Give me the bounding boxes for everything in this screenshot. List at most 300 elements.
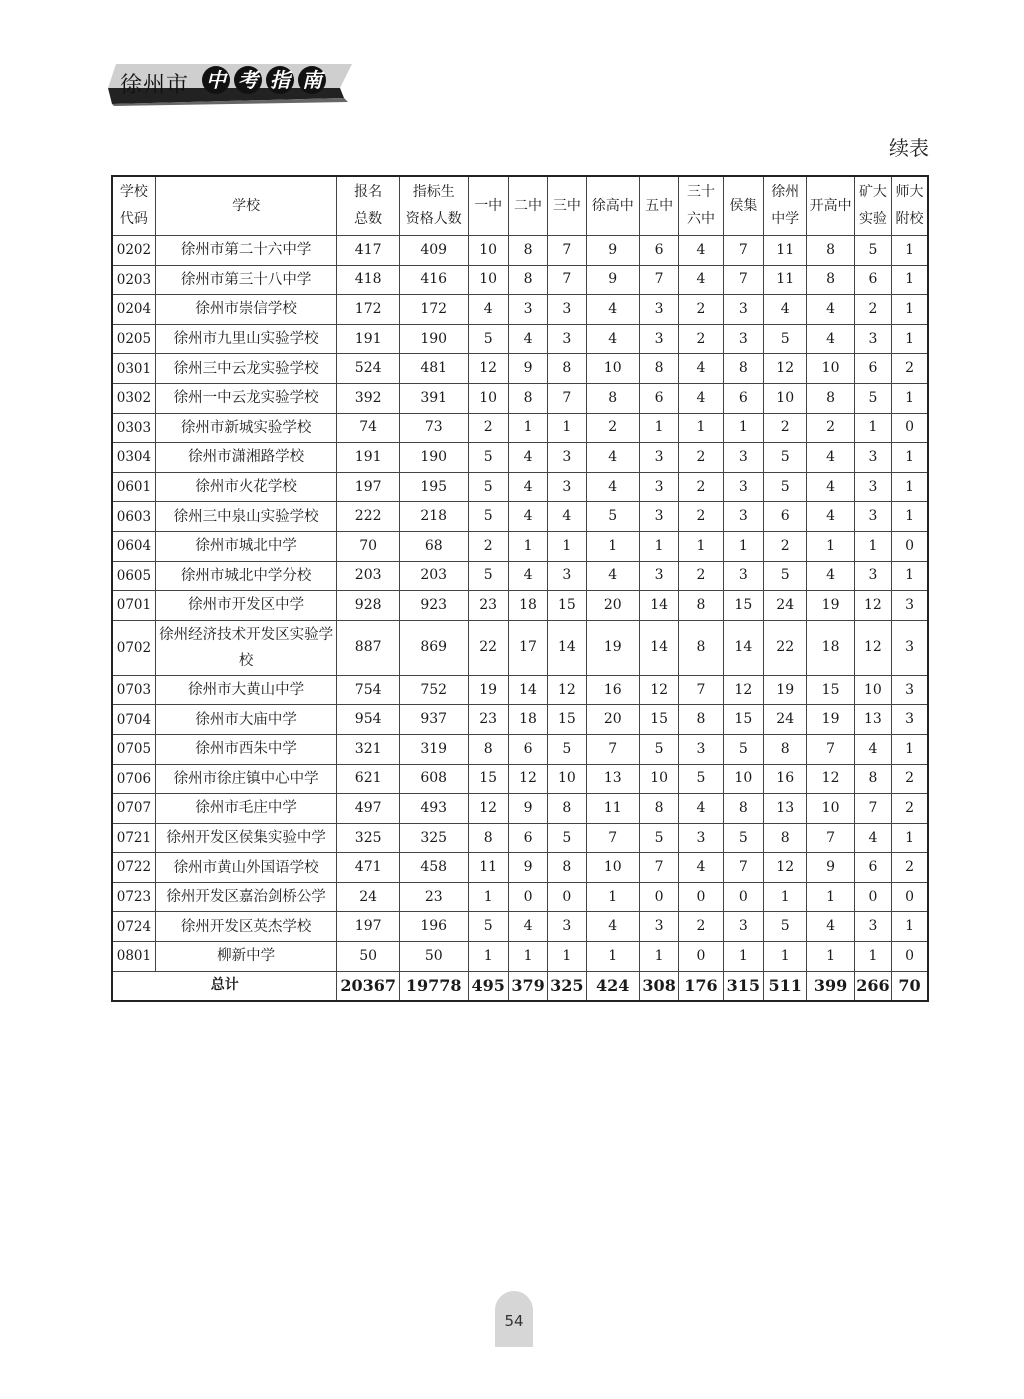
- value-cell: 1: [892, 472, 928, 502]
- value-cell: 928: [337, 591, 400, 621]
- school-name-cell: 徐州市毛庄中学: [155, 794, 337, 824]
- value-cell: 4: [679, 265, 723, 295]
- value-cell: 1: [723, 942, 763, 972]
- value-cell: 4: [807, 561, 854, 591]
- value-cell: 8: [764, 823, 807, 853]
- value-cell: 7: [548, 236, 586, 266]
- value-cell: 458: [399, 853, 468, 883]
- value-cell: 3: [639, 502, 678, 532]
- value-cell: 8: [639, 354, 678, 384]
- value-cell: 12: [548, 675, 586, 705]
- value-cell: 3: [548, 295, 586, 325]
- value-cell: 5: [764, 472, 807, 502]
- table-row: [112, 295, 928, 325]
- school-code-cell: 0203: [112, 265, 155, 295]
- value-cell: 1: [854, 413, 891, 443]
- column-header: [155, 176, 337, 236]
- value-cell: 325: [399, 823, 468, 853]
- school-code-cell: 0302: [112, 383, 155, 413]
- value-cell: 1: [892, 295, 928, 325]
- value-cell: 12: [468, 354, 508, 384]
- value-cell: 1: [468, 882, 508, 912]
- value-cell: 1: [892, 734, 928, 764]
- value-cell: 1: [548, 942, 586, 972]
- column-header: [337, 176, 400, 236]
- value-cell: 3: [854, 912, 891, 942]
- value-cell: 12: [854, 591, 891, 621]
- value-cell: 3: [854, 561, 891, 591]
- value-cell: 9: [807, 853, 854, 883]
- value-cell: 1: [892, 383, 928, 413]
- column-header: [892, 176, 928, 236]
- value-cell: 4: [468, 295, 508, 325]
- value-cell: 1: [586, 882, 639, 912]
- value-cell: 1: [586, 942, 639, 972]
- column-header-text: 学校: [232, 197, 261, 214]
- value-cell: 0: [892, 531, 928, 561]
- value-cell: 6: [854, 265, 891, 295]
- column-header-text: 徐州: [771, 184, 800, 200]
- school-code-cell: 0701: [112, 591, 155, 621]
- value-cell: 2: [807, 413, 854, 443]
- table-row: [112, 443, 928, 473]
- school-name-cell: 徐州市潇湘路学校: [155, 443, 337, 473]
- value-cell: 3: [723, 324, 763, 354]
- table-row: [112, 705, 928, 735]
- value-cell: 23: [468, 591, 508, 621]
- value-cell: 74: [337, 413, 400, 443]
- value-cell: 10: [468, 265, 508, 295]
- value-cell: 197: [337, 472, 400, 502]
- value-cell: 1: [892, 324, 928, 354]
- school-name-cell: 徐州市黄山外国语学校: [155, 853, 337, 883]
- column-header-text: 三中: [552, 197, 581, 214]
- value-cell: 11: [764, 236, 807, 266]
- value-cell: 19: [468, 675, 508, 705]
- value-cell: 8: [679, 591, 723, 621]
- value-cell: 7: [639, 265, 678, 295]
- value-cell: 1: [892, 265, 928, 295]
- value-cell: 7: [807, 734, 854, 764]
- school-code-cell: 0204: [112, 295, 155, 325]
- value-cell: 10: [586, 853, 639, 883]
- value-cell: 12: [764, 354, 807, 384]
- value-cell: 15: [468, 764, 508, 794]
- value-cell: 19: [764, 675, 807, 705]
- value-cell: 2: [679, 912, 723, 942]
- school-name-cell: 徐州市第三十八中学: [155, 265, 337, 295]
- value-cell: 18: [508, 591, 547, 621]
- value-cell: 14: [723, 620, 763, 675]
- total-value-cell: 424: [586, 971, 639, 1001]
- value-cell: 2: [679, 295, 723, 325]
- table-row: [112, 561, 928, 591]
- value-cell: 14: [639, 591, 678, 621]
- value-cell: 8: [679, 705, 723, 735]
- value-cell: 1: [764, 942, 807, 972]
- value-cell: 191: [337, 324, 400, 354]
- value-cell: 5: [468, 912, 508, 942]
- value-cell: 3: [723, 472, 763, 502]
- value-cell: 1: [764, 882, 807, 912]
- value-cell: 3: [854, 324, 891, 354]
- value-cell: 6: [854, 853, 891, 883]
- value-cell: 2: [892, 853, 928, 883]
- value-cell: 11: [764, 265, 807, 295]
- value-cell: 7: [548, 383, 586, 413]
- value-cell: 6: [723, 383, 763, 413]
- value-cell: 19: [586, 620, 639, 675]
- value-cell: 4: [679, 383, 723, 413]
- value-cell: 5: [764, 324, 807, 354]
- value-cell: 5: [586, 502, 639, 532]
- value-cell: 0: [639, 882, 678, 912]
- value-cell: 12: [468, 794, 508, 824]
- value-cell: 321: [337, 734, 400, 764]
- value-cell: 10: [639, 764, 678, 794]
- value-cell: 10: [468, 236, 508, 266]
- value-cell: 5: [639, 823, 678, 853]
- page-number: 54: [495, 1291, 533, 1347]
- column-header: [854, 176, 891, 236]
- school-code-cell: 0723: [112, 882, 155, 912]
- value-cell: 11: [468, 853, 508, 883]
- value-cell: 196: [399, 912, 468, 942]
- value-cell: 3: [548, 443, 586, 473]
- value-cell: 3: [723, 561, 763, 591]
- value-cell: 203: [337, 561, 400, 591]
- value-cell: 1: [892, 236, 928, 266]
- value-cell: 391: [399, 383, 468, 413]
- value-cell: 22: [764, 620, 807, 675]
- value-cell: 15: [548, 705, 586, 735]
- school-code-cell: 0304: [112, 443, 155, 473]
- value-cell: 68: [399, 531, 468, 561]
- header-banner: [108, 58, 354, 110]
- value-cell: 0: [892, 882, 928, 912]
- value-cell: 869: [399, 620, 468, 675]
- school-code-cell: 0603: [112, 502, 155, 532]
- table-body: [112, 236, 928, 972]
- value-cell: 15: [723, 591, 763, 621]
- school-code-cell: 0706: [112, 764, 155, 794]
- value-cell: 10: [723, 764, 763, 794]
- value-cell: 4: [807, 324, 854, 354]
- value-cell: 203: [399, 561, 468, 591]
- value-cell: 8: [807, 265, 854, 295]
- value-cell: 2: [892, 794, 928, 824]
- value-cell: 1: [586, 531, 639, 561]
- table-row: [112, 502, 928, 532]
- table-row: [112, 413, 928, 443]
- value-cell: 3: [548, 912, 586, 942]
- value-cell: 5: [764, 561, 807, 591]
- school-code-cell: 0703: [112, 675, 155, 705]
- total-value-cell: 325: [548, 971, 586, 1001]
- value-cell: 9: [586, 236, 639, 266]
- value-cell: 3: [639, 295, 678, 325]
- value-cell: 5: [854, 383, 891, 413]
- column-header-text: 指标生: [412, 184, 455, 200]
- value-cell: 608: [399, 764, 468, 794]
- value-cell: 6: [764, 502, 807, 532]
- value-cell: 7: [639, 853, 678, 883]
- value-cell: 8: [764, 734, 807, 764]
- value-cell: 3: [548, 324, 586, 354]
- value-cell: 12: [764, 853, 807, 883]
- school-code-cell: 0205: [112, 324, 155, 354]
- value-cell: 1: [639, 942, 678, 972]
- value-cell: 8: [679, 620, 723, 675]
- value-cell: 8: [807, 236, 854, 266]
- value-cell: 15: [639, 705, 678, 735]
- value-cell: 0: [723, 882, 763, 912]
- value-cell: 190: [399, 324, 468, 354]
- value-cell: 0: [854, 882, 891, 912]
- value-cell: 13: [854, 705, 891, 735]
- value-cell: 15: [807, 675, 854, 705]
- banner-title-char: 考: [234, 66, 262, 94]
- table-row: [112, 734, 928, 764]
- column-header-text: 学校: [119, 184, 148, 200]
- value-cell: 3: [854, 443, 891, 473]
- value-cell: 19: [807, 705, 854, 735]
- total-value-cell: 19778: [399, 971, 468, 1001]
- value-cell: 4: [548, 502, 586, 532]
- value-cell: 24: [764, 705, 807, 735]
- school-code-cell: 0605: [112, 561, 155, 591]
- column-header-text: 六中: [686, 211, 715, 227]
- value-cell: 5: [468, 472, 508, 502]
- value-cell: 8: [723, 794, 763, 824]
- value-cell: 13: [764, 794, 807, 824]
- value-cell: 8: [586, 383, 639, 413]
- value-cell: 3: [723, 912, 763, 942]
- value-cell: 20: [586, 705, 639, 735]
- value-cell: 471: [337, 853, 400, 883]
- table-row: [112, 236, 928, 266]
- value-cell: 7: [586, 734, 639, 764]
- value-cell: 1: [508, 531, 547, 561]
- value-cell: 3: [639, 912, 678, 942]
- column-header-text: 附校: [895, 211, 924, 227]
- school-code-cell: 0704: [112, 705, 155, 735]
- value-cell: 1: [508, 413, 547, 443]
- school-code-cell: 0707: [112, 794, 155, 824]
- school-name-cell: 徐州开发区侯集实验中学: [155, 823, 337, 853]
- value-cell: 754: [337, 675, 400, 705]
- value-cell: 4: [586, 912, 639, 942]
- column-header-text: 代码: [119, 211, 148, 227]
- value-cell: 172: [337, 295, 400, 325]
- continued-label: 续表: [889, 136, 929, 160]
- value-cell: 2: [764, 531, 807, 561]
- value-cell: 8: [807, 383, 854, 413]
- value-cell: 7: [679, 675, 723, 705]
- value-cell: 8: [723, 354, 763, 384]
- value-cell: 3: [892, 705, 928, 735]
- value-cell: 12: [639, 675, 678, 705]
- table-row: [112, 324, 928, 354]
- value-cell: 50: [399, 942, 468, 972]
- total-row: [112, 971, 928, 1001]
- value-cell: 3: [723, 502, 763, 532]
- school-code-cell: 0702: [112, 620, 155, 675]
- value-cell: 1: [807, 882, 854, 912]
- value-cell: 4: [508, 561, 547, 591]
- total-value-cell: 399: [807, 971, 854, 1001]
- school-name-cell: 徐州市大黄山中学: [155, 675, 337, 705]
- value-cell: 16: [764, 764, 807, 794]
- value-cell: 4: [679, 853, 723, 883]
- value-cell: 23: [468, 705, 508, 735]
- column-header-text: 中学: [771, 211, 800, 227]
- column-header-text: 徐高中: [591, 197, 634, 214]
- table-row: [112, 882, 928, 912]
- school-name-cell: 徐州市火花学校: [155, 472, 337, 502]
- value-cell: 4: [508, 502, 547, 532]
- value-cell: 7: [854, 794, 891, 824]
- school-name-cell: 徐州开发区嘉治剑桥公学: [155, 882, 337, 912]
- value-cell: 20: [586, 591, 639, 621]
- column-header: [399, 176, 468, 236]
- value-cell: 195: [399, 472, 468, 502]
- value-cell: 10: [468, 383, 508, 413]
- value-cell: 197: [337, 912, 400, 942]
- value-cell: 3: [508, 295, 547, 325]
- value-cell: 3: [639, 324, 678, 354]
- value-cell: 887: [337, 620, 400, 675]
- value-cell: 752: [399, 675, 468, 705]
- table-row: [112, 620, 928, 675]
- value-cell: 10: [807, 354, 854, 384]
- value-cell: 1: [807, 942, 854, 972]
- value-cell: 11: [586, 794, 639, 824]
- value-cell: 0: [679, 942, 723, 972]
- column-header-text: 矿大: [858, 184, 887, 200]
- value-cell: 6: [508, 734, 547, 764]
- column-header: [639, 176, 678, 236]
- value-cell: 12: [508, 764, 547, 794]
- value-cell: 1: [679, 531, 723, 561]
- value-cell: 73: [399, 413, 468, 443]
- value-cell: 8: [548, 794, 586, 824]
- column-header: [586, 176, 639, 236]
- value-cell: 4: [679, 354, 723, 384]
- value-cell: 4: [586, 295, 639, 325]
- value-cell: 24: [337, 882, 400, 912]
- value-cell: 1: [807, 531, 854, 561]
- value-cell: 8: [508, 265, 547, 295]
- column-header: [764, 176, 807, 236]
- table-footer: [112, 971, 928, 1001]
- total-value-cell: 495: [468, 971, 508, 1001]
- table-row: [112, 823, 928, 853]
- value-cell: 24: [764, 591, 807, 621]
- value-cell: 13: [586, 764, 639, 794]
- value-cell: 15: [548, 591, 586, 621]
- value-cell: 6: [508, 823, 547, 853]
- table-row: [112, 675, 928, 705]
- value-cell: 4: [807, 912, 854, 942]
- value-cell: 2: [586, 413, 639, 443]
- school-code-cell: 0721: [112, 823, 155, 853]
- value-cell: 10: [854, 675, 891, 705]
- total-value-cell: 176: [679, 971, 723, 1001]
- column-header-text: 五中: [645, 197, 674, 214]
- table-row: [112, 265, 928, 295]
- school-code-cell: 0301: [112, 354, 155, 384]
- banner-city: 徐州市: [120, 73, 190, 98]
- value-cell: 5: [679, 764, 723, 794]
- value-cell: 3: [639, 472, 678, 502]
- table-row: [112, 531, 928, 561]
- value-cell: 8: [548, 853, 586, 883]
- column-header: [548, 176, 586, 236]
- value-cell: 4: [586, 443, 639, 473]
- column-header: [723, 176, 763, 236]
- value-cell: 190: [399, 443, 468, 473]
- value-cell: 4: [508, 324, 547, 354]
- value-cell: 218: [399, 502, 468, 532]
- value-cell: 5: [723, 823, 763, 853]
- value-cell: 923: [399, 591, 468, 621]
- value-cell: 3: [723, 295, 763, 325]
- value-cell: 0: [508, 882, 547, 912]
- school-name-cell: 徐州三中云龙实验学校: [155, 354, 337, 384]
- value-cell: 1: [723, 413, 763, 443]
- value-cell: 2: [468, 413, 508, 443]
- total-value-cell: 70: [892, 971, 928, 1001]
- value-cell: 4: [807, 443, 854, 473]
- table-row: [112, 912, 928, 942]
- value-cell: 3: [854, 502, 891, 532]
- value-cell: 7: [807, 823, 854, 853]
- value-cell: 4: [854, 734, 891, 764]
- column-header-text: 师大: [895, 184, 924, 200]
- total-value-cell: 315: [723, 971, 763, 1001]
- value-cell: 3: [548, 561, 586, 591]
- column-header: [679, 176, 723, 236]
- column-header: [807, 176, 854, 236]
- value-cell: 2: [892, 354, 928, 384]
- value-cell: 325: [337, 823, 400, 853]
- column-header-text: 开高中: [809, 197, 852, 214]
- column-header-text: 二中: [514, 197, 543, 214]
- value-cell: 4: [764, 295, 807, 325]
- value-cell: 1: [892, 502, 928, 532]
- value-cell: 4: [679, 794, 723, 824]
- table-row: [112, 942, 928, 972]
- table-row: [112, 591, 928, 621]
- value-cell: 4: [508, 443, 547, 473]
- value-cell: 417: [337, 236, 400, 266]
- value-cell: 1: [854, 531, 891, 561]
- value-cell: 5: [468, 324, 508, 354]
- value-cell: 19: [807, 591, 854, 621]
- value-cell: 8: [854, 764, 891, 794]
- school-code-cell: 0722: [112, 853, 155, 883]
- value-cell: 4: [807, 295, 854, 325]
- table-row: [112, 383, 928, 413]
- value-cell: 1: [679, 413, 723, 443]
- value-cell: 6: [854, 354, 891, 384]
- value-cell: 17: [508, 620, 547, 675]
- column-header-text: 实验: [858, 211, 887, 227]
- banner-title-char: 南: [298, 66, 326, 94]
- value-cell: 7: [586, 823, 639, 853]
- value-cell: 2: [468, 531, 508, 561]
